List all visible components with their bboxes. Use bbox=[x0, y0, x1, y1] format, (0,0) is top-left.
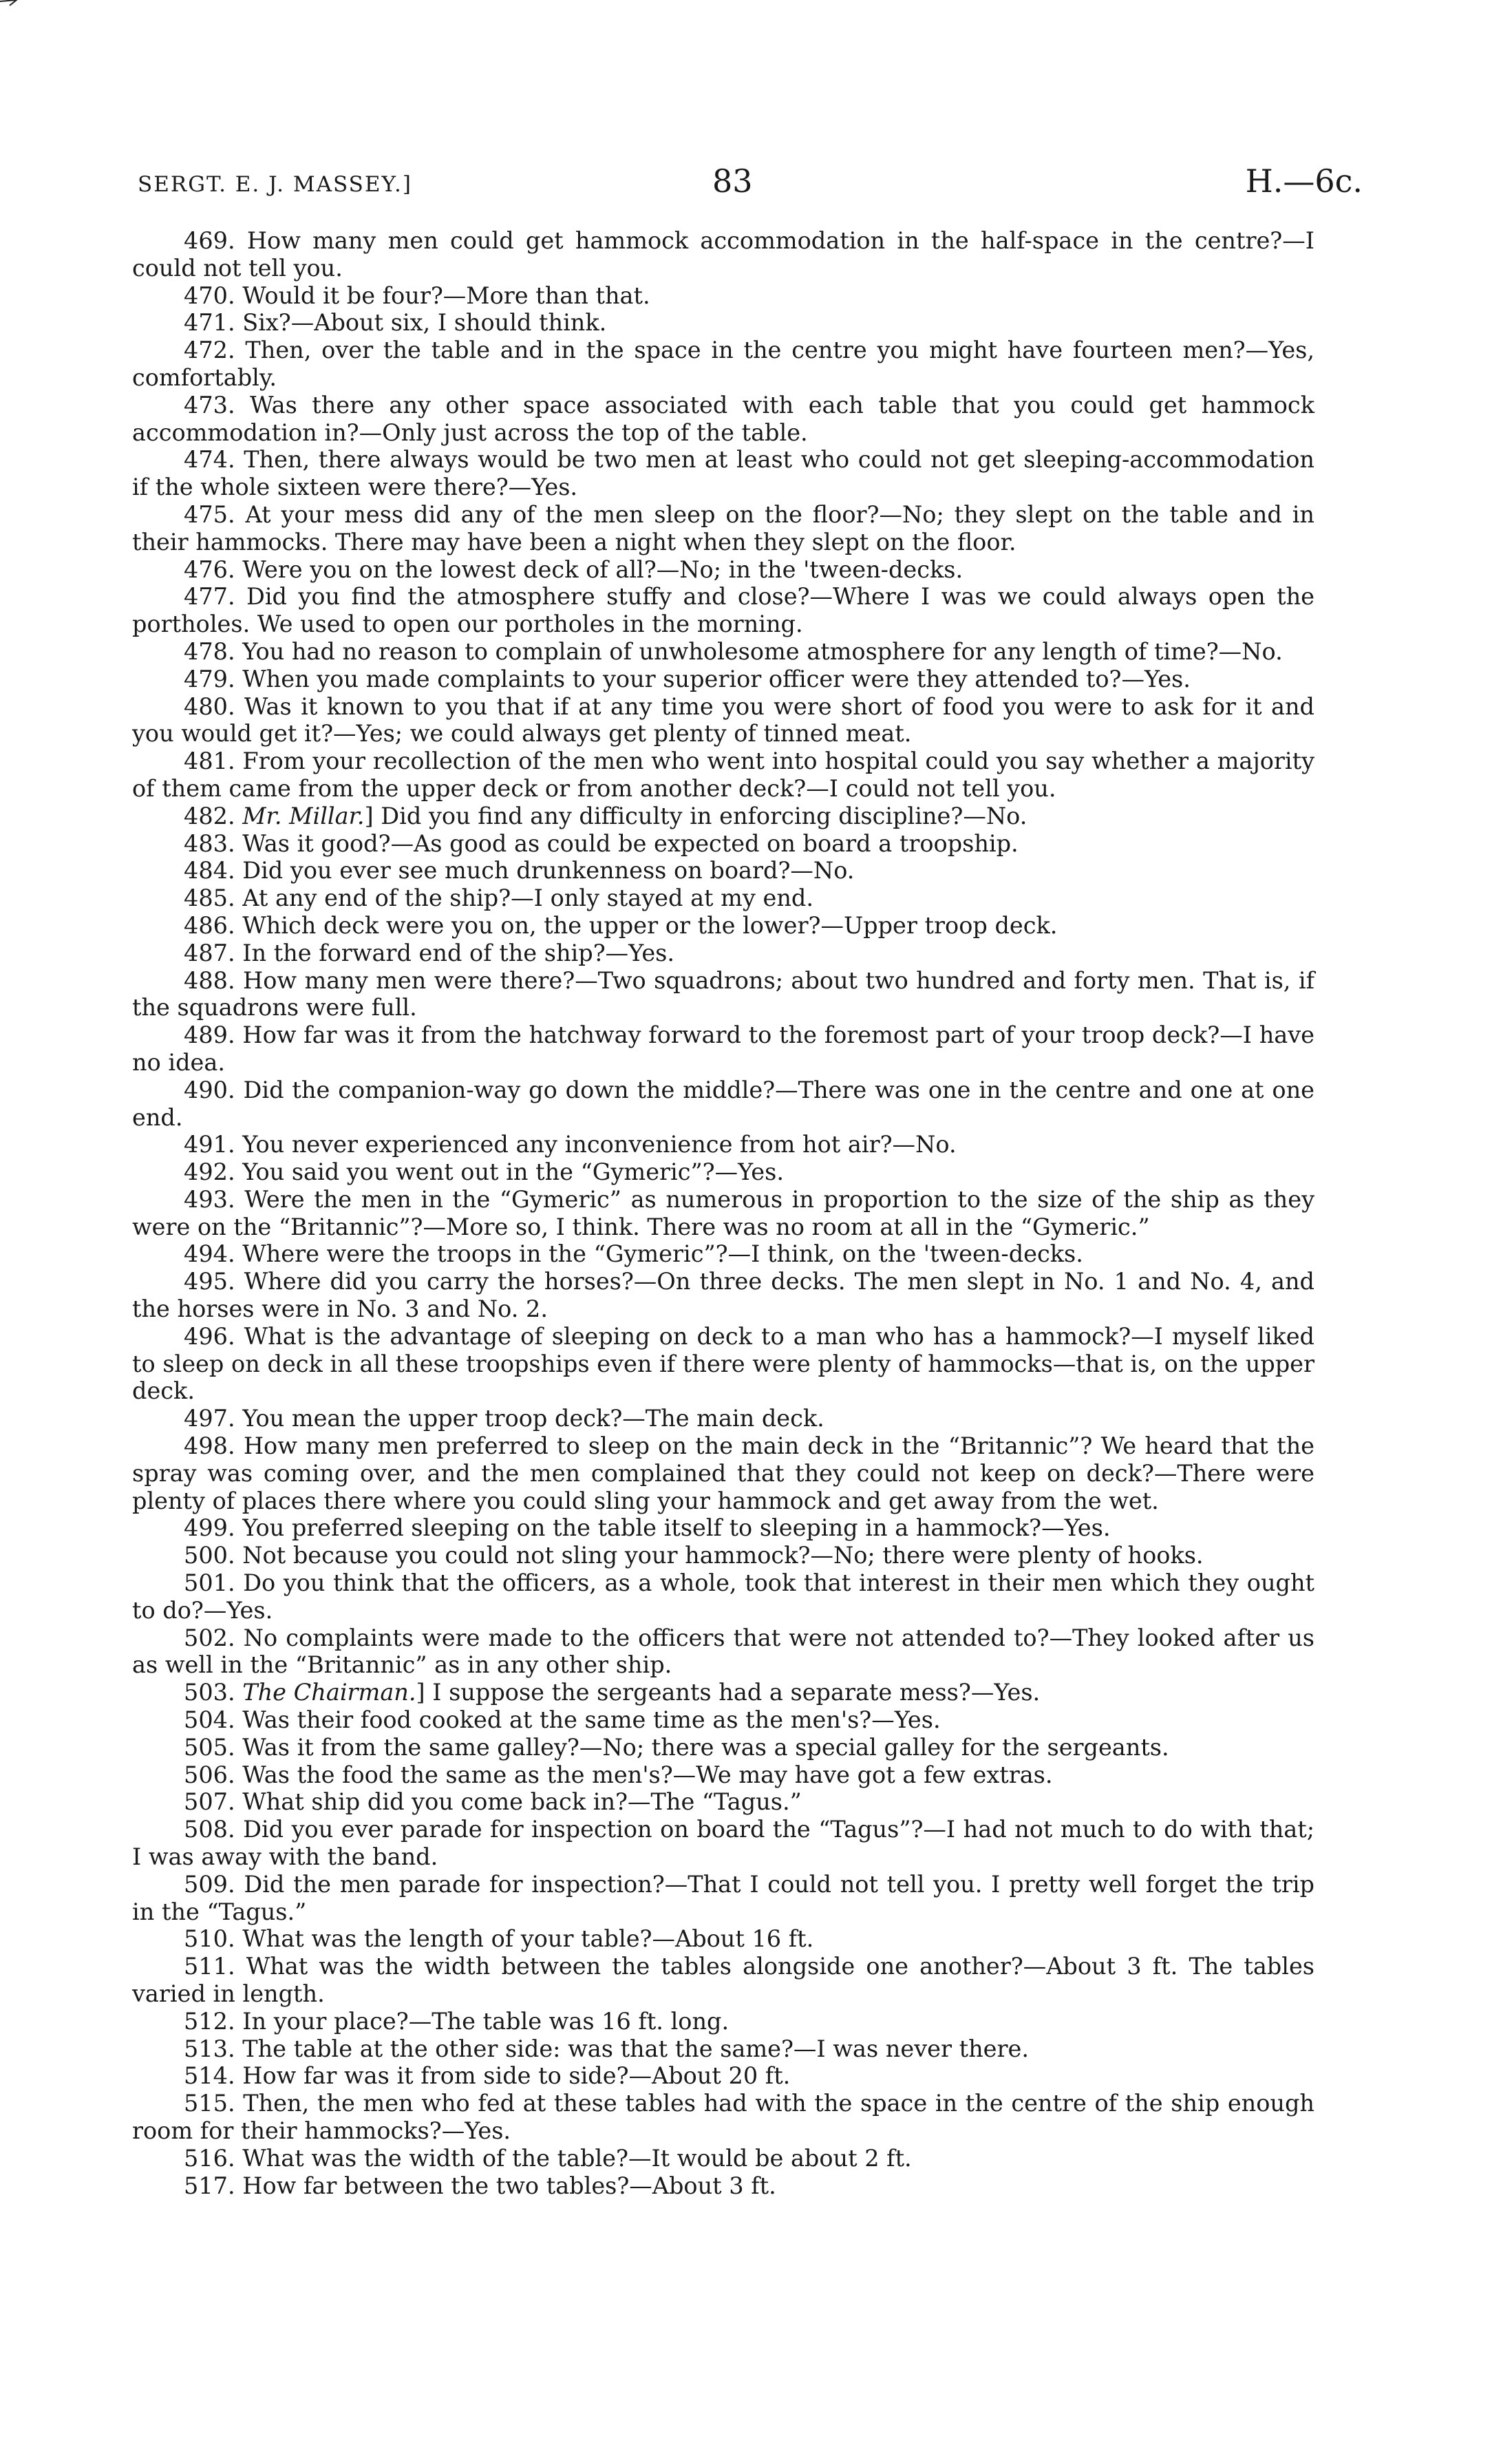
entry-483: 483. Was it good?—As good as could be expected on board a troopship. bbox=[184, 829, 1019, 857]
entry-514: 514. How far was it from side to side?—About 20 ft. bbox=[184, 2062, 791, 2090]
entry-491: 491. You never experienced any inconvenience from hot air?—No. bbox=[184, 1131, 957, 1158]
page-header bbox=[138, 162, 1363, 204]
corner-mark bbox=[0, 0, 28, 21]
entry-486: 486. Which deck were you on, the upper or the lower?—Upper troop deck. bbox=[184, 911, 1058, 939]
document-reference: H.—6c. bbox=[1245, 162, 1363, 200]
entry-484: 484. Did you ever see much drunkenness on board?—No. bbox=[184, 857, 855, 884]
entry-499: 499. You preferred sleeping on the table itself to sleeping in a hammock?—Yes. bbox=[184, 1514, 1111, 1542]
entry-490: 490. Did the companion-way go down the middle?—There was one in the centre and one at one end. bbox=[132, 1076, 1314, 1131]
entry-513: 513. The table at the other side: was that the same?—I was never there. bbox=[184, 2035, 1029, 2062]
entry-475: 475. At your mess did any of the men sleep on the floor?—No; they slept on the table and in their hammocks. There may have been a night when they slept on the floor. bbox=[132, 500, 1314, 555]
entry-469: 469. How many men could get hammock accommodation in the half-space in the centre?—I could not tell you. bbox=[132, 227, 1314, 282]
entry-503 bbox=[132, 1679, 1314, 1706]
entry-470: 470. Would it be four?—More than that. bbox=[184, 282, 650, 309]
speaker-name: Mr. Millar. bbox=[242, 802, 365, 829]
entry-504: 504. Was their food cooked at the same time as the men's?—Yes. bbox=[184, 1706, 941, 1734]
entry-482 bbox=[132, 803, 1314, 830]
entry-481: 481. From your recollection of the men who went into hospital could you say whether a majority of them came from the upper deck or from another deck?—I could not tell you. bbox=[132, 748, 1314, 802]
entry-506: 506. Was the food the same as the men's?—We may have got a few extras. bbox=[184, 1761, 1053, 1788]
entry-516: 516. What was the width of the table?—It would be about 2 ft. bbox=[184, 2144, 912, 2172]
entry-507: 507. What ship did you come back in?—The “Tagus.” bbox=[184, 1788, 802, 1816]
entry-511: 511. What was the width between the tables alongside one another?—About 3 ft. The tables varied in length. bbox=[132, 1953, 1314, 2007]
entry-512: 512. In your place?—The table was 16 ft. long. bbox=[184, 2007, 730, 2035]
entry-489: 489. How far was it from the hatchway forward to the foremost part of your troop deck?—I have no idea. bbox=[132, 1021, 1314, 1076]
page-number: 83 bbox=[712, 162, 753, 200]
entry-492: 492. You said you went out in the “Gymeric”?—Yes. bbox=[184, 1158, 784, 1186]
entry-480: 480. Was it known to you that if at any time you were short of food you were to ask for it and you would get it?—Yes; we could always get plenty of tinned meat. bbox=[132, 692, 1314, 748]
entry-498: 498. How many men preferred to sleep on the main deck in the “Britannic”? We heard that the spray was coming over, and the men complained that they could not keep on deck?—There were plenty of places there where you could sling your hammock and get away from the wet. bbox=[132, 1432, 1314, 1514]
entry-517: 517. How far between the two tables?—About 3 ft. bbox=[184, 2172, 776, 2199]
entry-text: ] Did you find any difficulty in enforcing discipline?—No. bbox=[364, 802, 1027, 829]
entry-472: 472. Then, over the table and in the space in the centre you might have fourteen men?—Yes, comfortably. bbox=[132, 337, 1314, 391]
entry-515: 515. Then, the men who fed at these tables had with the space in the centre of the ship enough room for their hammocks?—Yes. bbox=[132, 2090, 1314, 2144]
speaker-name: The Chairman. bbox=[242, 1679, 416, 1706]
entry-508: 508. Did you ever parade for inspection on board the “Tagus”?—I had not much to do with that; I was away with the band. bbox=[132, 1816, 1314, 1871]
entry-500: 500. Not because you could not sling your hammock?—No; there were plenty of hooks. bbox=[184, 1542, 1204, 1569]
witness-name: SERGT. E. J. MASSEY.] bbox=[138, 172, 412, 197]
entry-487: 487. In the forward end of the ship?—Yes. bbox=[184, 939, 675, 966]
entry-494: 494. Where were the troops in the “Gymeric”?—I think, on the 'tween-decks. bbox=[184, 1240, 1083, 1268]
entry-501: 501. Do you think that the officers, as a whole, took that interest in their men which they ought to do?—Yes. bbox=[132, 1569, 1314, 1624]
entry-502: 502. No complaints were made to the officers that were not attended to?—They looked after us as well in the “Britannic” as in any other ship. bbox=[132, 1624, 1314, 1679]
testimony-body bbox=[132, 227, 1314, 2199]
entry-505: 505. Was it from the same galley?—No; there was a special galley for the sergeants. bbox=[184, 1733, 1169, 1761]
entry-text: ] I suppose the sergeants had a separate mess?—Yes. bbox=[416, 1679, 1041, 1706]
entry-496: 496. What is the advantage of sleeping on deck to a man who has a hammock?—I myself liked to sleep on deck in all these troopships even if there were plenty of hammocks—that is, on the upper deck. bbox=[132, 1322, 1314, 1405]
entry-497: 497. You mean the upper troop deck?—The main deck. bbox=[184, 1405, 824, 1432]
entry-478: 478. You had no reason to complain of unwholesome atmosphere for any length of time?—No. bbox=[184, 637, 1283, 665]
entry-485: 485. At any end of the ship?—I only stayed at my end. bbox=[184, 884, 813, 912]
entry-495: 495. Where did you carry the horses?—On three decks. The men slept in No. 1 and No. 4, and the horses were in No. 3 and No. 2. bbox=[132, 1268, 1314, 1323]
entry-number: 482. bbox=[184, 802, 243, 829]
entry-509: 509. Did the men parade for inspection?—That I could not tell you. I pretty well forget the trip in the “Tagus.” bbox=[132, 1870, 1314, 1925]
entry-493: 493. Were the men in the “Gymeric” as numerous in proportion to the size of the ship as they were on the “Britannic”?—More so, I think. There was no room at all in the “Gymeric.” bbox=[132, 1185, 1314, 1240]
entry-471: 471. Six?—About six, I should think. bbox=[184, 309, 607, 337]
entry-476: 476. Were you on the lowest deck of all?—No; in the 'tween-decks. bbox=[184, 555, 963, 583]
entry-488: 488. How many men were there?—Two squadrons; about two hundred and forty men. That is, if the squadrons were full. bbox=[132, 966, 1314, 1021]
entry-473: 473. Was there any other space associated with each table that you could get hammock accommodation in?—Only just across the top of the table. bbox=[132, 391, 1314, 446]
entry-474: 474. Then, there always would be two men at least who could not get sleeping-accommodation if the whole sixteen were there?—Yes. bbox=[132, 446, 1314, 501]
entry-477: 477. Did you find the atmosphere stuffy and close?—Where I was we could always open the portholes. We used to open our portholes in the morning. bbox=[132, 583, 1314, 638]
entry-479: 479. When you made complaints to your superior officer were they attended to?—Yes. bbox=[184, 665, 1191, 692]
entry-number: 503. bbox=[184, 1679, 243, 1706]
entry-510: 510. What was the length of your table?—About 16 ft. bbox=[184, 1925, 814, 1953]
